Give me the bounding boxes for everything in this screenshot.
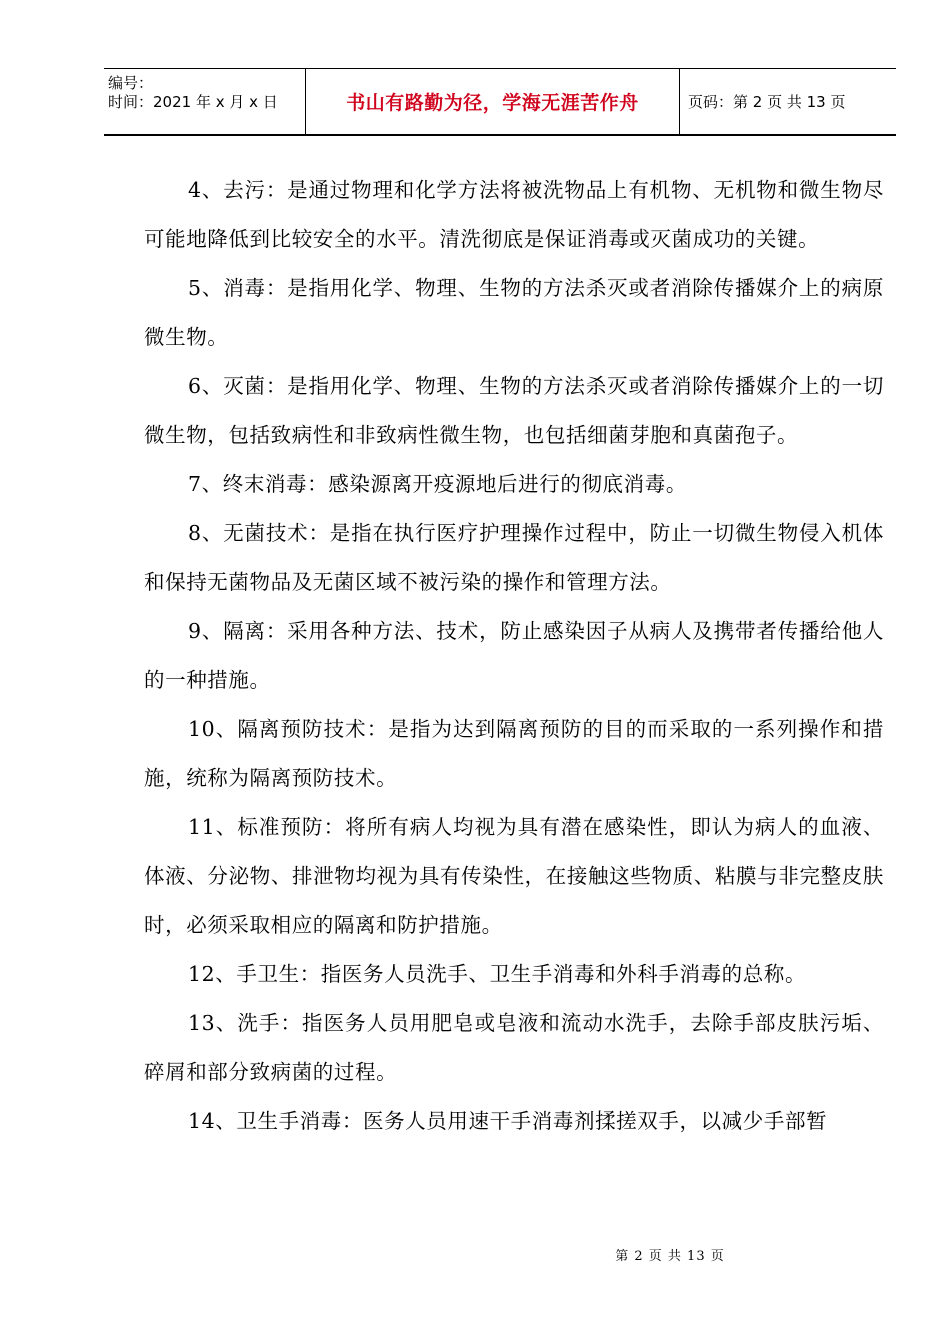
paragraph-11: 11、标准预防：将所有病人均视为具有潜在感染性，即认为病人的血液、体液、分泌物、排泄物均视为具有传染性，在接触这些物质、粘膜与非完整皮肤时，必须采取相应的隔离和防护措施。 <box>144 815 884 937</box>
paragraph-7: 7、终末消毒：感染源离开疫源地后进行的彻底消毒。 <box>188 472 687 496</box>
page-footer <box>0 1245 950 1264</box>
paragraph-5: 5、消毒：是指用化学、物理、生物的方法杀灭或者消除传播媒介上的病原微生物。 <box>144 276 884 349</box>
document-body <box>144 166 884 1146</box>
header-meta <box>104 69 306 134</box>
paragraph-6: 6、灭菌：是指用化学、物理、生物的方法杀灭或者消除传播媒介上的一切微生物，包括致病性和非致病性微生物，也包括细菌芽胞和真菌孢子。 <box>144 374 884 447</box>
motto-text: 书山有路勤为径，学海无涯苦作舟 <box>346 92 639 114</box>
number-label: 编号： <box>108 74 154 92</box>
paragraph-9: 9、隔离：采用各种方法、技术，防止感染因子从病人及携带者传播给他人的一种措施。 <box>144 619 884 692</box>
paragraph-4: 4、去污：是通过物理和化学方法将被洗物品上有机物、无机物和微生物尽可能地降低到比较安全的水平。清洗彻底是保证消毒或灭菌成功的关键。 <box>144 178 884 251</box>
paragraph-13: 13、洗手：指医务人员用肥皂或皂液和流动水洗手，去除手部皮肤污垢、碎屑和部分致病菌的过程。 <box>144 1011 884 1084</box>
paragraph-12: 12、手卫生：指医务人员洗手、卫生手消毒和外科手消毒的总称。 <box>188 962 807 986</box>
paragraph-8: 8、无菌技术：是指在执行医疗护理操作过程中，防止一切微生物侵入机体和保持无菌物品及无菌区域不被污染的操作和管理方法。 <box>144 521 884 594</box>
header-page-code-cell <box>680 69 896 134</box>
paragraph-10: 10、隔离预防技术：是指为达到隔离预防的目的而采取的一系列操作和措施，统称为隔离预防技术。 <box>144 717 884 790</box>
page-code: 页码：第 2 页 共 13 页 <box>688 93 846 111</box>
page-header <box>104 68 896 136</box>
paragraph-14: 14、卫生手消毒：医务人员用速干手消毒剂揉搓双手，以减少手部暂 <box>188 1109 828 1133</box>
header-motto-cell <box>306 69 680 134</box>
time-label: 时间：2021 年 x 月 x 日 <box>108 93 278 111</box>
footer-page-number: 第 2 页 共 13 页 <box>615 1249 725 1264</box>
